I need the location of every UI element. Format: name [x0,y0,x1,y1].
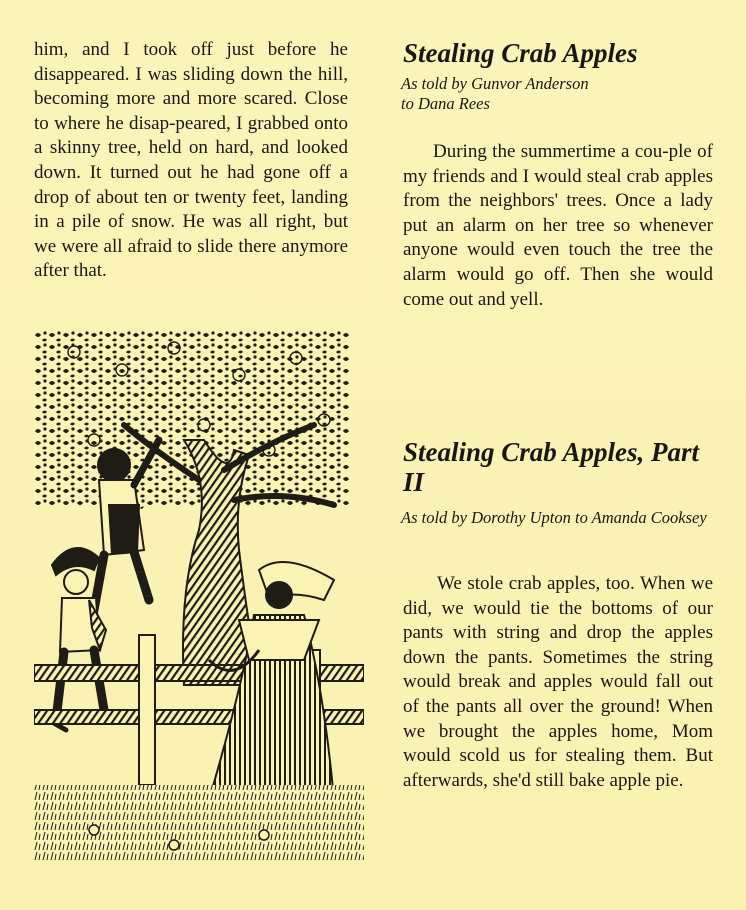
story-one-body: During the summertime a cou-ple of my friends and I would steal crab apples from the neighbors' trees. Once a lady put an alarm on her tree so whenever anyone would even touch the tree the alarm would go off. Then she would come out and yell. [403,141,713,310]
left-column-paragraph: him, and I took off just before he disappeared. I was sliding down the hill, becoming more and more scared. Close to where he disap-peared, I grabbed onto a skinny tree, held on hard, and looked down. It turned out he had gone off a drop of about ten or twenty feet, landing in a pile of snow. He was all right, but we were all afraid to slide there anymore after that. [34,39,348,282]
story-one-title: Stealing Crab Apples [403,38,638,68]
story-one-byline-line2: to Dana Rees [401,94,490,113]
story-one-byline [401,74,701,114]
small-child-figure [52,548,116,730]
crab-apple-tree-illustration [34,330,364,875]
story-two-byline: As told by Dorothy Upton to Amanda Cooksey [401,508,707,527]
story-two-body: We stole crab apples, too. When we did, we would tie the bottoms of our pants with string and drop the apples down the pants. Sometimes the string would break and apples would fall out of the pants all over the ground! When we brought the apples home, Mom would scold us for stealing them. But afterwards, she'd still bake apple pie. [403,573,713,791]
story-two-title: Stealing Crab Apples, Part II [403,437,700,497]
story-one-byline-line1: As told by Gunvor Anderson [401,74,589,93]
grass-ground [34,785,364,860]
